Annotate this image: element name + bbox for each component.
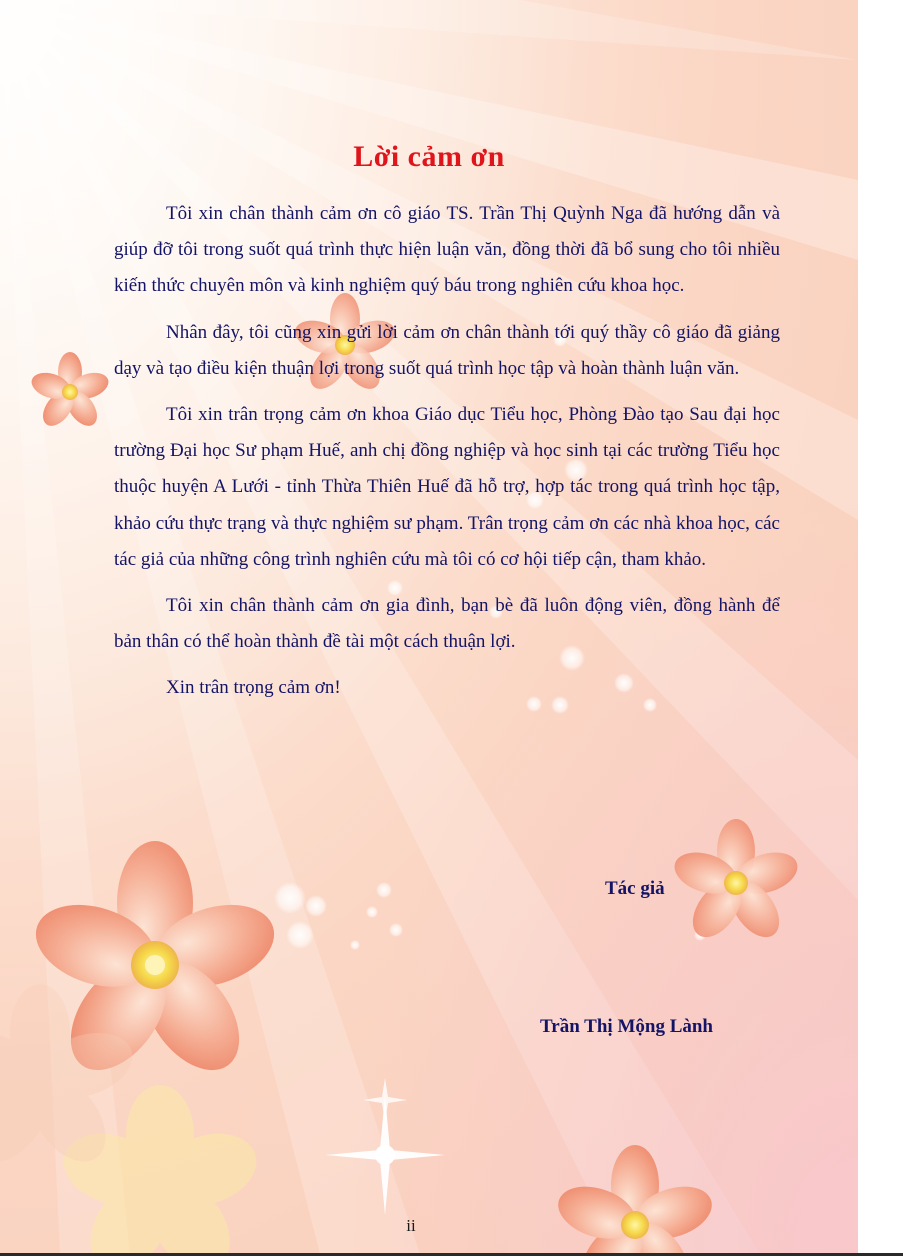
author-name: Trần Thị Mộng Lành [540, 1016, 713, 1037]
paragraph: Tôi xin trân trọng cảm ơn khoa Giáo dục Tiểu học, Phòng Đào tạo Sau đại học trường Đại học Sư phạm Huế, anh chị đồng nghiệp và học sinh tại các trường Tiểu học thuộc huyện A Lưới - tỉnh Thừa Thiên Huế đã hỗ trợ, hợp tác trong quá trình học tập, khảo cứu thực trạng và thực nghiệm sư phạm. Trân trọng cảm ơn các nhà khoa học, các tác giả của những công trình nghiên cứu mà tôi có cơ hội tiếp cận, tham khảo. [114, 404, 780, 570]
paragraph: Tôi xin chân thành cảm ơn cô giáo TS. Trần Thị Quỳnh Nga đã hướng dẫn và giúp đỡ tôi trong suốt quá trình thực hiện luận văn, đồng thời đã bổ sung cho tôi nhiều kiến thức chuyên môn và kinh nghiệm quý báu trong nghiên cứu khoa học. [114, 203, 780, 297]
paragraph: Tôi xin chân thành cảm ơn gia đình, bạn bè đã luôn động viên, đồng hành để bản thân có thể hoàn thành đề tài một cách thuận lợi. [114, 595, 780, 653]
closing-line: Xin trân trọng cảm ơn! [166, 677, 341, 699]
page-title: Lời cảm ơn [353, 140, 505, 173]
acknowledgement-body [114, 196, 780, 717]
page-margin [858, 0, 903, 1256]
page-number: ii [406, 1216, 416, 1235]
paragraph: Nhân đây, tôi cũng xin gửi lời cảm ơn chân thành tới quý thầy cô giáo đã giảng dạy và tạo điều kiện thuận lợi trong suốt quá trình học tập và hoàn thành luận văn. [114, 321, 780, 379]
author-label: Tác giả [605, 878, 665, 899]
